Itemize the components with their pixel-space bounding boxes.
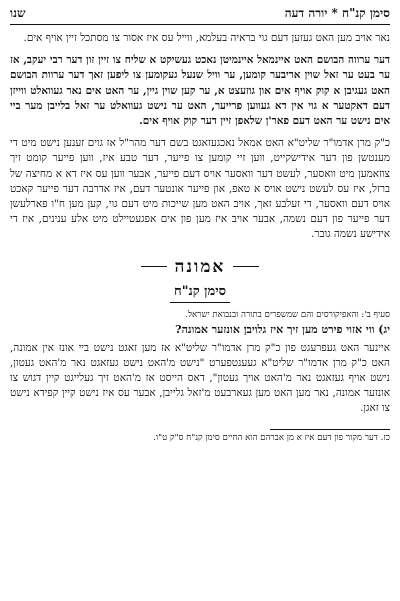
question-heading: יג) ווי אזוי פירט מען זיך איז גלויבן אונזער אמונה? xyxy=(175,322,390,336)
siman-heading xyxy=(10,283,390,303)
heading-rule-right xyxy=(233,266,259,267)
chapter-heading xyxy=(10,257,390,277)
paragraph-3: כ"ק מרן אדמו"ר שליט"א האט אמאל נאכגעזאגט בשם דער מהר"ל אז גוים זענען נישט מיט די מענטשן פון דער אידישקייט, ווען זיי קומען צו פייער, דער טבע איז, ווען פייער קומט זיך צוזאמען מיט וואסער, לעשט דער וואסער אויס דעם פייער, אבער ווען עס איז דא א מחיצה של ברזל, איז עס לעשט נישט אויס א טאפ, און פייער אונטער דעם, איז אדרבה דער פייער קאכט אויס דעם וואסער, די זעלבע זאך, אויב האט מען שייכות מיט דעם גוי, קען מען ח"ו פארלעשן דער פייער פון דעם נשמה, אבער אויב איז מען פון אים אפגעטיילט מיט אלע ענינים, איז די אידישע נשמה גובר. xyxy=(10,137,390,241)
page-number: שנו xyxy=(10,6,26,20)
footnote-rule xyxy=(270,429,390,430)
paragraph-2: דער ערווה הבושם האט איינמאל איינמיטן נאכט געשיקט א שליח צו זיין זון דער רבי יעקב, אז ער בעט ער זאל שוין אריבער קומען, ער וויל שנעל געקומען צו ליפען זאך דער ערוות הבושם האט געגיבן א קוק אויף אים און גוזעצט א, ער קען שוין גיין, ער האט אים נאר געוואלט ווייזן דעם דאקטער א גוי אין דא געווען פרייער, האט ער נישט געוואלט ער זאל בלייבן מער ביי אים נישט ער האט דעם פאר'ן שלאפן זיין דער קוק אויף אים. xyxy=(10,54,390,128)
running-title: סימן קנ"ח * יורה דעה xyxy=(284,6,390,20)
siman-title: סימן קנ"ח xyxy=(174,283,226,299)
header-rule xyxy=(10,24,390,25)
siman-rule xyxy=(170,302,230,303)
paragraph-1: נאר אויב מען האט געזען דעם גוי בראיה בעלמא, ווייל עס איז אסור צו מסתכל זיין אויף אים. xyxy=(23,32,390,44)
answer-paragraph: איינער האט געפרעגט פון כ"ק מרן אדמו"ר שליט"א אז מען זאגט נישט ביי אונז אין אמונה, האט כ"ק מרן אדמו"ר שליט"א געענטפערט "נישט מ'האט נישט געזאגט נאר מ'האט געטון, נישט אויף געזאגט נאר מ'האט אויך געטון", דאס הייסט אז מ'האט זיך געלייגט קיין דגוש צו אונזער אמונה, נאר מען האט מען געארבעט מ'זאל גלייבן, אבער עס איז נישט קיין קפידא נישט צו זאגן. xyxy=(10,341,390,415)
page-header xyxy=(10,6,390,22)
footnote: כז. דער מקור פון דעם איז א מן אברהם הוא החיים סימן קנ"ח ס"ק ט"ו. xyxy=(153,432,390,443)
chapter-title: אמונה xyxy=(174,256,226,277)
seif-quote: סעיף ב': והאפיקורסים והם שמשפרים בתורה ובנבואת ישראל. xyxy=(185,309,390,320)
heading-rule-left xyxy=(141,266,167,267)
